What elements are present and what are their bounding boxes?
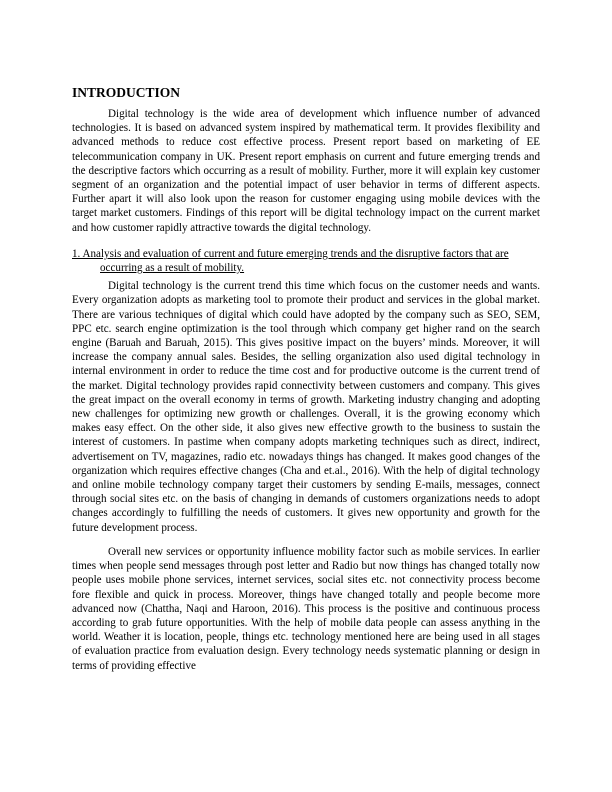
section-paragraph-1: Digital technology is the current trend this time which focus on the customer needs and wants. Every organization adopts as marketing tool to promote their product and services in the global market. There are various techniques of digital which could have adopted by the company such as SEO, SEM, PPC etc. search engine optimization is the tool through which company get higher rand on the search engine (Baruah and Baruah, 2015). This gives positive impact on the buyers’ minds. Moreover, it will increase the company annual sales. Besides, the selling organization also used digital technology in internal environment in order to reduce the time cost and for productive outcome is the current trend of the market. Digital technology provides rapid connectivity between customers and company. This gives the great impact on the overall economy in terms of growth. Marketing industry changing and adopting new challenges for optimizing new growth or challenges. Overall, it is the growing economy which makes easy effect. On the other side, it also gives new effective growth to the business to sustain the interest of customers. In pastime when company adopts marketing techniques such as direct, indirect, advertisement on TV, magazines, radio etc. nowadays things has changed. It makes good changes of the organization which requires effective changes (Cha and et.al., 2016). With the help of digital technology and online mobile technology company target their customers by sending E-mails, messages, connect through social sites etc. on the basis of changing in demands of customers organizations needs to adopt changes accordingly to fulfilling the needs of customers. It gives new opportunity and growth for the future development process. — [72, 280, 540, 534]
intro-paragraph: Digital technology is the wide area of development which influence number of advanced technologies. It is based on advanced system inspired by mathematical term. It provides flexibility and advanced methods to reduce cost effective process. Present report based on marketing of EE telecommunication company in UK. Present report emphasis on current and future emerging trends and the descriptive factors which occurring as a result of mobility. Further, more it will explain key customer segment of an organization and the potential impact of user behavior in terms of different aspects. Further apart it will also look upon the reason for customer engaging using mobile devices with the target market customers. Findings of this report will be digital technology impact on the current market and how customer rapidly attractive towards the digital technology. — [72, 108, 540, 234]
section-paragraph-2: Overall new services or opportunity influence mobility factor such as mobile services. In earlier times when people send messages through post letter and Radio but now things has changed totally now people uses mobile phone services, internet services, social sites etc. not connectivity process become fore flexible and quick in process. Moreover, things have changed totally and people become more advanced now (Chattha, Naqi and Haroon, 2016). This process is the positive and continuous process according to grab future opportunities. With the help of mobile data people can assess anything in the world. Weather it is location, people, things etc. technology mentioned here are being used in all stages of evaluation practice from evaluation design. Every technology needs systematic planning or design in terms of providing effective — [72, 545, 540, 672]
section-heading: 1. Analysis and evaluation of current and future emerging trends and the disruptive factors that are occurring as a result of mobility. — [72, 247, 509, 275]
document-body — [72, 84, 540, 673]
page-title: INTRODUCTION — [72, 85, 181, 100]
